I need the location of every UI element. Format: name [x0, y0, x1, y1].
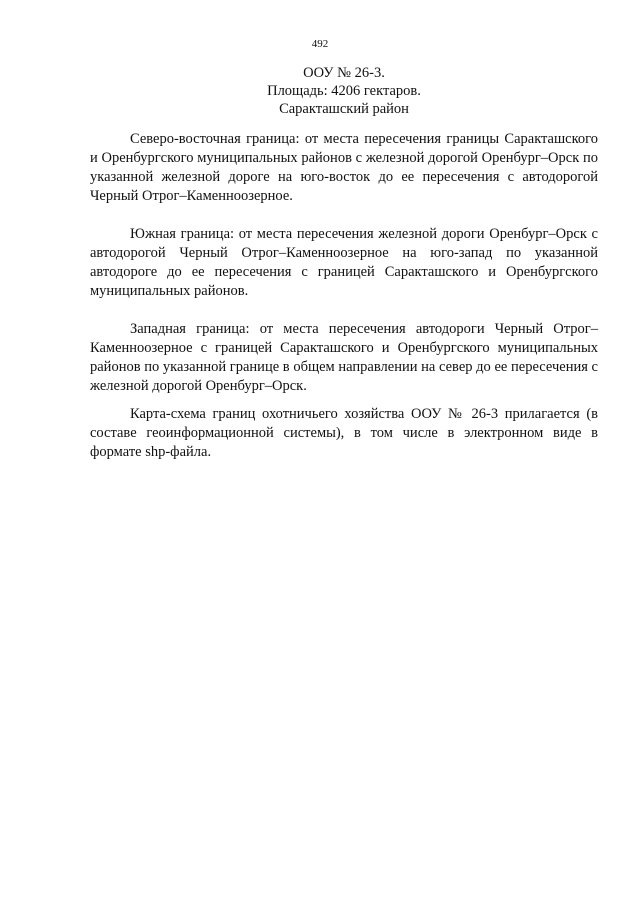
map-scheme-paragraph: Карта-схема границ охотничьего хозяйства ООУ № 26-3 прилагается (в составе геоинформационной системы), в том числе в электронном виде в формате shp-файла. — [90, 406, 598, 460]
west-boundary-paragraph: Западная граница: от места пересечения автодороги Черный Отрог–Каменноозерное с границей Саракташского и Оренбургского муниципальных районов по указанной границе в общем направлении на север до ее пересечения с железной дорогой Оренбург–Орск. — [90, 321, 598, 394]
page-number: 492 — [311, 38, 329, 50]
northeast-boundary-paragraph: Северо-восточная граница: от места пересечения границы Саракташского и Оренбургского муниципальных районов с железной дорогой Оренбург–Орск по указанной железной дороге на юго-восток до ее пересечения с автодорогой Черный Отрог–Каменноозерное. — [90, 131, 598, 204]
document-header — [90, 64, 598, 118]
area-line: Площадь: 4206 гектаров. — [267, 83, 421, 99]
south-boundary-paragraph: Южная граница: от места пересечения железной дороги Оренбург–Орск с автодорогой Черный Отрог–Каменноозерное на юго-запад по указанной автодороге до ее пересечения с границей Саракташского и Оренбургского муниципальных районов. — [90, 226, 598, 299]
plot-title: ООУ № 26-3. — [303, 65, 385, 81]
document-body — [90, 130, 598, 462]
district-line: Саракташский район — [279, 101, 409, 117]
